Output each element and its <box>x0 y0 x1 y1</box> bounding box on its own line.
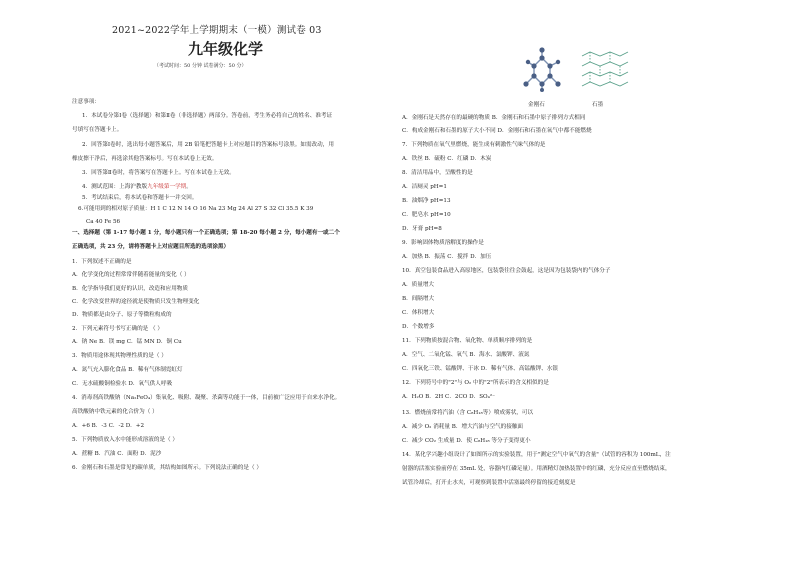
question-line: 8．清洁用品中，呈酸性的是 <box>402 170 473 176</box>
question-line: A．减少 O₂ 消耗量 B．增大汽油与空气的接触面 <box>402 424 524 430</box>
graphite-structure-figure <box>578 50 630 94</box>
question-line: 11．下列物质按混合物、氧化物、单质顺序排列的是 <box>402 338 533 344</box>
exam-meta: （考试时间：50 分钟 试卷满分：50 分） <box>154 63 247 69</box>
question-line: D．牙膏 pH=8 <box>402 226 442 232</box>
question-line: 12．下列符号中的"2"与 O₂ 中的"2"所表示的含义相似的是 <box>402 380 549 386</box>
question-line: C．构成金刚石和石墨的原子大小不同 D．金刚石和石墨在氧气中都不能燃烧 <box>402 128 592 134</box>
note-1a: 1．本试卷分第Ⅰ卷（选择题）和第Ⅱ卷（非选择题）两部分。答卷前，考生务必将自己的姓名、准考证 <box>82 113 333 119</box>
question-line: A．铁丝 B．硫粉 C．红磷 D．木炭 <box>402 156 492 162</box>
question-line: 1．下列叙述不正确的是 <box>72 259 132 265</box>
note-5: 5．考试结束后，将本试卷和答题卡一并交回。 <box>82 195 198 201</box>
question-line: 2．下列元素符号书写正确的是 （ ） <box>72 326 164 332</box>
test-range-highlight: 九年级第一学期 <box>147 184 187 190</box>
question-line: 试管冷却后，打开止水夹，可观察到装置中活塞最终停留的接近刻度是 <box>402 480 576 486</box>
question-line: C．减少 CO₂ 生成量 D．使 C₈H₁₈ 等分子变得更小 <box>402 438 531 444</box>
question-line: 14．某化学兴趣小组设计了如图所示的实验装置，用于"测定空气中氧气的含量"（试管的容积为 100mL，注 <box>402 452 671 458</box>
question-line: C．化学改变世界的途径就是使物质只发生物理变化 <box>72 299 200 305</box>
question-line: A．+6 B．-3 C．-2 D．+2 <box>72 423 145 429</box>
graphite-label: 石墨 <box>592 102 604 108</box>
question-line: 3．物质用途体现其物理性质的是（ ） <box>72 353 167 359</box>
question-line: B．间隔增大 <box>402 296 435 302</box>
note-3: 3．回答第Ⅱ卷时，将答案写在答题卡上。写在本试卷上无效。 <box>82 170 235 176</box>
section-1-heading-b: 正确选项，共 23 分，请将答题卡上对应题目所选的选项涂黑） <box>72 244 230 250</box>
note-4: 4．测试范围：上海沪教版九年级第一学期。 <box>82 184 192 190</box>
note-2b: 橡皮擦干净后，再选涂其他答案标号。写在本试卷上无效。 <box>72 156 218 162</box>
question-line: D．物质都是由分子、原子等微粒构成的 <box>72 312 172 318</box>
question-line: B．油烟净 pH=13 <box>402 198 451 204</box>
exam-title: 2021~2022学年上学期期末（一模）测试卷 03 <box>112 25 322 36</box>
question-line: 7．下列物质在氧气里燃烧，能生成有刺激性气味气体的是 <box>402 142 546 148</box>
question-line: A．钠 Ne B．镁 mg C．锰 MN D．铜 Cu <box>72 339 182 345</box>
note-6a: 6.可能用到的相对原子质量：H 1 C 12 N 14 O 16 Na 23 Mg 24 Al 27 S 32 Cl 35.5 K 39 <box>78 206 314 212</box>
diamond-label: 金刚石 <box>528 102 545 108</box>
question-line: 13．燃烧前常将汽油（含 C₈H₁₈等）喷成雾状，可以 <box>402 410 534 416</box>
question-line: C．体积增大 <box>402 310 435 316</box>
exam-subject: 九年级化学 <box>188 40 264 58</box>
question-line: 10．真空包装食品进入高原地区，包装袋往往会鼓起，这是因为包装袋内的气体分子 <box>402 268 611 274</box>
note-1b: 号填写在答题卡上。 <box>72 127 123 133</box>
notes-heading: 注意事项： <box>72 99 100 105</box>
note-2a: 2．回答第Ⅰ卷时，选出每小题答案后，用 2B 铅笔把答题卡上对应题目的答案标号涂黑。如需改动，用 <box>82 142 334 148</box>
note-6b: Ca 40 Fe 56 <box>86 219 121 225</box>
question-line: D．个数增多 <box>402 324 435 330</box>
question-line: 高铁酸钠中铁元素的化合价为（ ） <box>72 409 158 415</box>
question-line: B．化学指导我们更好的认识，改造和应用物质 <box>72 286 188 292</box>
question-line: 9．影响固体物质溶解度的操作是 <box>402 240 484 246</box>
question-line: A．洁厕灵 pH=1 <box>402 184 447 190</box>
diamond-structure-figure <box>520 46 568 96</box>
question-line: A．空气、二氧化锰、氧气 B．海水、氯酸钾、液氮 <box>402 352 530 358</box>
question-line: C．四氧化三铁、锰酸钾、干冰 D．稀有气体、高锰酸钾、水银 <box>402 366 558 372</box>
question-line: C．肥皂水 pH=10 <box>402 212 451 218</box>
question-line: C．无水硫酸铜检验水 D．氧气供人呼吸 <box>72 381 173 387</box>
question-line: 射器的活塞实验前停在 35mL 处，容器内红磷足量）。用酒精灯加热装置中的红磷，充分反应直至燃烧结束， <box>402 466 671 472</box>
question-line: A．化学变化的过程常常伴随着能量的变化（ ） <box>72 272 190 278</box>
question-line: 6．金刚石和石墨是常见的碳单质，其结构如图所示。下列说法正确的是（ ） <box>72 465 262 471</box>
question-line: A．氮气充入膨化食品 B．稀有气体制霓虹灯 <box>72 367 183 373</box>
question-line: A．蔗糖 B．汽油 C．面粉 D．泥沙 <box>72 451 162 457</box>
question-line: A．金刚石是天然存在的最硬的物质 B．金刚石和石墨中原子排列方式相同 <box>402 115 586 121</box>
question-line: 5．下列物质放入水中能形成溶液的是（ ） <box>72 437 179 443</box>
question-line: A．H₂O B．2H C．2CO D．SO₄²⁻ <box>402 394 496 400</box>
question-line: A．质量增大 <box>402 282 435 288</box>
question-line: A．加热 B．振荡 C．搅拌 D．加压 <box>402 254 492 260</box>
section-1-heading-a: 一、选择题（第 1-17 每小题 1 分，每小题只有一个正确选项；第 18-20 每小题 2 分，每小题有一或二个 <box>72 230 340 236</box>
question-line: 4．消毒剂高铁酸钠（Na₂FeO₄）集氧化、吸附、凝聚、杀菌等功能于一体，目前被广泛应用于自来水净化。 <box>72 395 341 401</box>
